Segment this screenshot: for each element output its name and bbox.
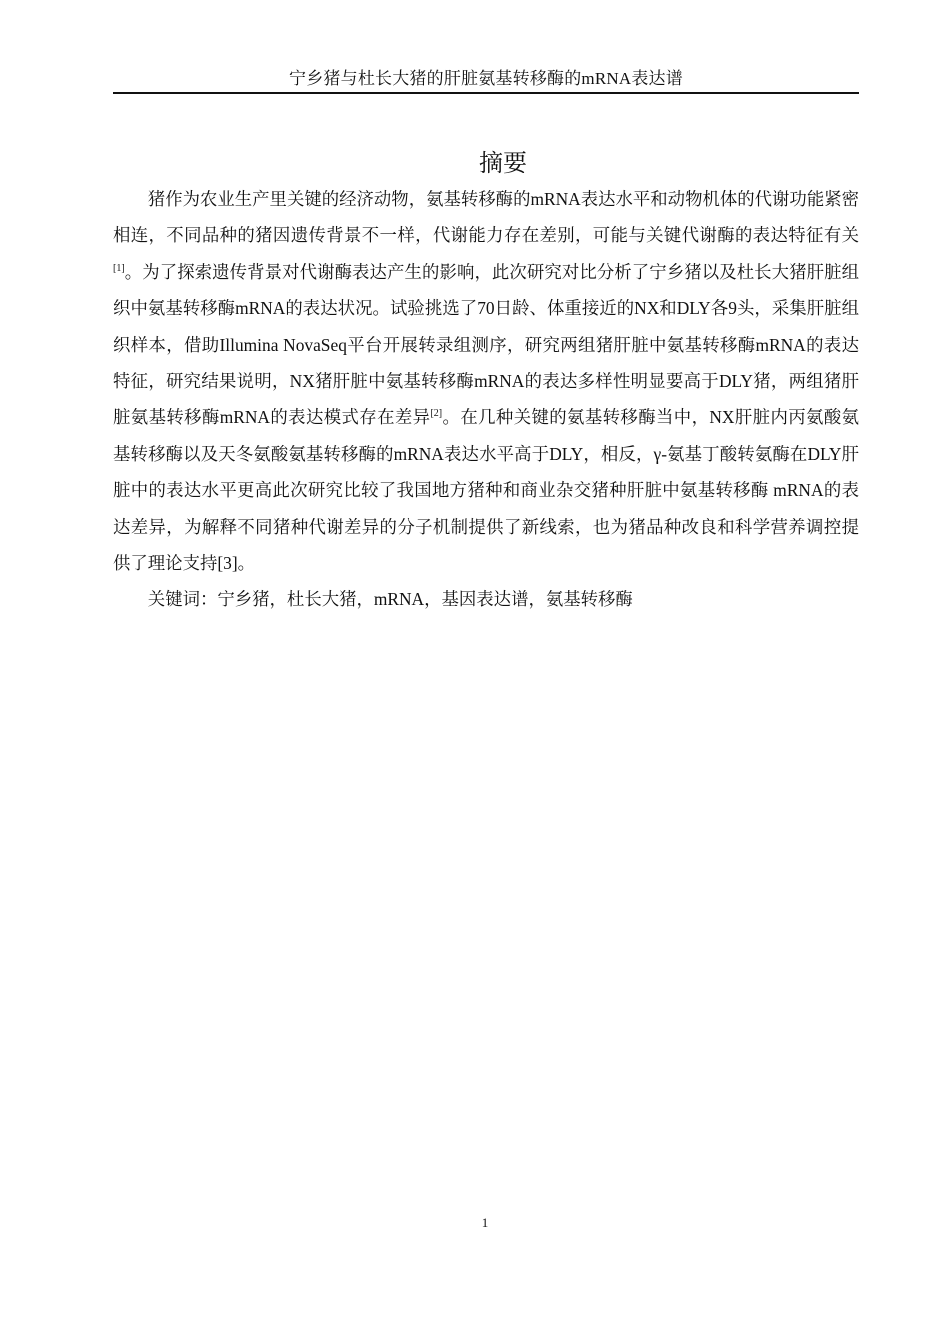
abstract-text-segment-3: 。在几种关键的氨基转移酶当中，NX肝脏内丙氨酸氨基转移酶以及天冬氨酸氨基转移酶的mRNA表达水平高于DLY，相反，γ-氨基丁酸转氨酶在DLY肝脏中的表达水平更高此次研究比较了我国地方猪种和商业杂交猪种肝脏中氨基转移酶 mRNA的表达差异，为解释不同猪种代谢差异的分子机制提供了新线索，也为猪品种改良和科学营养调控提供了理论支持[3]。 <box>113 407 859 574</box>
abstract-paragraph <box>113 181 859 581</box>
abstract-body <box>113 181 859 618</box>
abstract-text-segment-2: 。为了探索遗传背景对代谢酶表达产生的影响，此次研究对比分析了宁乡猪以及杜长大猪肝脏组织中氨基转移酶mRNA的表达状况。试验挑选了70日龄、体重接近的NX和DLY各9头，采集肝脏组织样本，借助Illumina NovaSeq平台开展转录组测序，研究两组猪肝脏中氨基转移酶mRNA的表达特征，研究结果说明，NX猪肝脏中氨基转移酶mRNA的表达多样性明显要高于DLY猪，两组猪肝脏氨基转移酶mRNA的表达模式存在差异 <box>113 261 859 428</box>
running-header <box>113 66 859 94</box>
abstract-heading: 摘要 <box>479 149 527 177</box>
keywords-line: 关键词：宁乡猪，杜长大猪，mRNA，基因表达谱，氨基转移酶 <box>147 589 633 610</box>
running-title: 宁乡猪与杜长大猪的肝脏氨基转移酶的mRNA表达谱 <box>289 69 683 88</box>
abstract-text-segment-1: 猪作为农业生产里关键的经济动物，氨基转移酶的mRNA表达水平和动物机体的代谢功能紧密相连，不同品种的猪因遗传背景不一样，代谢能力存在差别，可能与关键代谢酶的表达特征有关 <box>113 189 859 246</box>
citation-2: [2] <box>430 408 443 420</box>
page-number: 1 <box>481 1215 489 1230</box>
citation-1: [1] <box>113 262 125 274</box>
